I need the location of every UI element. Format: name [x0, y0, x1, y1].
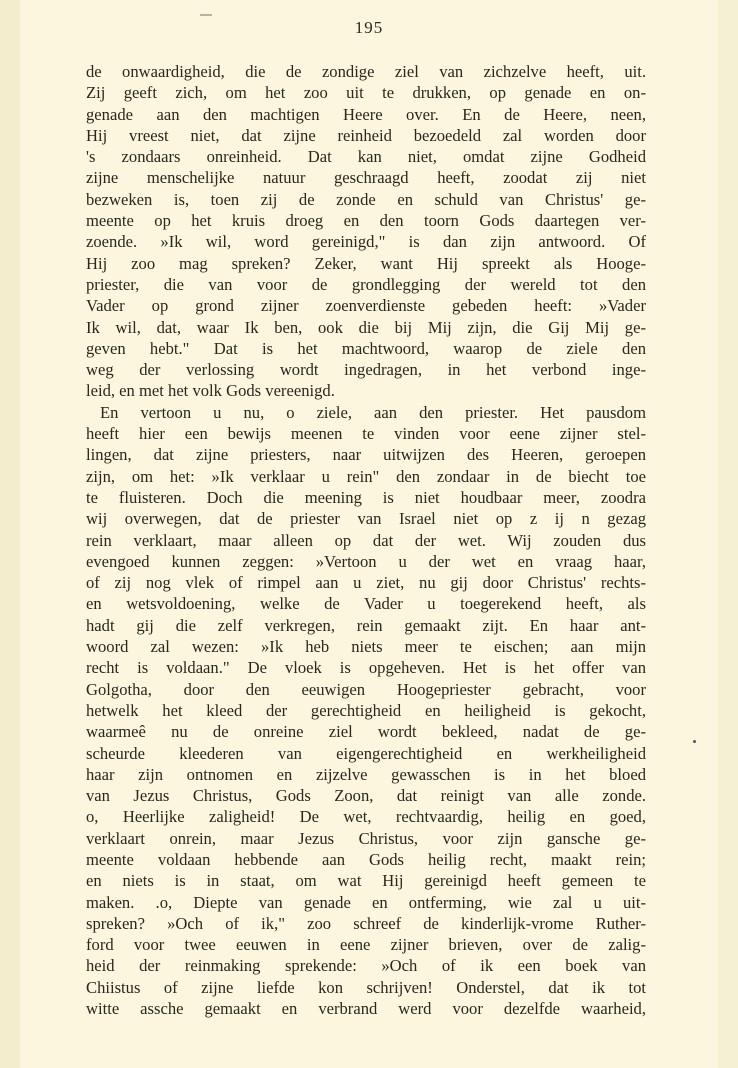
text-line: wij overwegen, dat de priester van Israel niet op z ij n gezag	[86, 509, 646, 529]
text-line: En vertoon u nu, o ziele, aan den priester. Het pausdom	[100, 402, 646, 422]
text-line: evengoed kunnen zeggen: »Vertoon u der wet en vraag haar,	[86, 551, 646, 571]
page-number: 195	[354, 18, 384, 37]
text-line: genade aan den machtigen Heere over. En de Heere, neen,	[86, 104, 646, 124]
text-line: heid der reinmaking sprekende: »Och of ik een boek van	[86, 956, 646, 976]
text-line: priester, die van voor de grondlegging der wereld tot den	[86, 274, 646, 294]
text-line: spreken? »Och of ik," zoo schreef de kinderlijk-vrome Ruther-	[86, 913, 646, 933]
text-line: hadt gij die zelf verkregen, rein gemaakt zijt. En haar ant-	[86, 615, 646, 635]
text-line: of zij nog vlek of rimpel aan u ziet, nu gij door Christus' rechts-	[86, 573, 646, 593]
margin-speck	[693, 740, 696, 743]
text-line: Zij geeft zich, om het zoo uit te drukken, op genade en on-	[86, 83, 646, 103]
text-line: en niets is in staat, om wat Hij gereinigd heeft gemeen te	[86, 871, 646, 891]
text-line: zijn, om het: »Ik verklaar u rein" den zondaar in de biecht toe	[86, 466, 646, 486]
text-line: zoende. »Ik wil, word gereinigd," is dan zijn antwoord. Of	[86, 232, 646, 252]
text-line: lingen, dat zijne priesters, naar uitwijzen des Heeren, geroepen	[86, 445, 646, 465]
text-line: van Jezus Christus, Gods Zoon, dat reinigt van alle zonde.	[86, 786, 646, 806]
text-line: witte assche gemaakt en verbrand werd voor dezelfde waarheid,	[86, 999, 646, 1019]
text-line: meente op het kruis droeg en den toorn Gods daartegen ver-	[86, 211, 646, 231]
text-line: 's zondaars onreinheid. Dat kan niet, omdat zijne Godheid	[86, 147, 646, 167]
text-line: hetwelk het kleed der gerechtigheid en heiligheid is gekocht,	[86, 700, 646, 720]
text-line: te fluisteren. Doch die meening is niet houdbaar meer, zoodra	[86, 487, 646, 507]
text-line: scheurde kleederen van eigengerechtigheid en werkheiligheid	[86, 743, 646, 763]
text-line: rein verklaart, maar alleen op dat der wet. Wij zouden dus	[86, 530, 646, 550]
print-mark	[200, 14, 212, 16]
text-line: meente voldaan hebbende aan Gods heilig recht, maakt rein;	[86, 849, 646, 869]
text-line: waarmeê nu de onreine ziel wordt bekleed, nadat de ge-	[86, 722, 646, 742]
text-line: Ik wil, dat, waar Ik ben, ook die bij Mij zijn, die Gij Mij ge-	[86, 317, 646, 337]
text-line: ford voor twee eeuwen in eene zijner brieven, over de zalig-	[86, 935, 646, 955]
text-line: Hij vreest niet, dat zijne reinheid bezoedeld zal worden door	[86, 125, 646, 145]
text-line: verklaart onrein, maar Jezus Christus, voor zijn gansche ge-	[86, 828, 646, 848]
text-line: bezweken is, toen zij de zonde en schuld van Christus' ge-	[86, 189, 646, 209]
text-line: Vader op grond zijner zoenverdienste gebeden heeft: »Vader	[86, 296, 646, 316]
text-line: recht is voldaan." De vloek is opgeheven. Het is het offer van	[86, 658, 646, 678]
page-left-edge	[0, 0, 20, 1068]
text-line: Golgotha, door den eeuwigen Hoogepriester gebracht, voor	[86, 679, 646, 699]
text-line: weg der verlossing wordt ingedragen, in het verbond inge-	[86, 360, 646, 380]
text-line: haar zijn ontnomen en zijzelve gewasschen is in het bloed	[86, 764, 646, 784]
text-line: zijne menschelijke natuur geschraagd heeft, zoodat zij niet	[86, 168, 646, 188]
text-line: geven hebt." Dat is het machtwoord, waarop de ziele den	[86, 338, 646, 358]
text-line: heeft hier een bewijs meenen te vinden voor eene zijner stel-	[86, 424, 646, 444]
page-right-edge	[718, 0, 738, 1068]
text-line: o, Heerlijke zaligheid! De wet, rechtvaardig, heilig en goed,	[86, 807, 646, 827]
text-line: en wetsvoldoening, welke de Vader u toegerekend heeft, als	[86, 594, 646, 614]
text-line: maken. .o, Diepte van genade en ontferming, wie zal u uit-	[86, 892, 646, 912]
text-line: de onwaardigheid, die de zondige ziel van zichzelve heeft, uit.	[86, 62, 646, 81]
text-line: Hij zoo mag spreken? Zeker, want Hij spreekt als Hooge-	[86, 253, 646, 273]
text-line: woord zal wezen: »Ik heb niets meer te eischen; aan mijn	[86, 637, 646, 657]
body-text	[86, 61, 646, 1019]
text-line: leid, en met het volk Gods vereenigd.	[86, 381, 335, 401]
text-line: Chiistus of zijne liefde kon schrijven! Onderstel, dat ik tot	[86, 977, 646, 997]
